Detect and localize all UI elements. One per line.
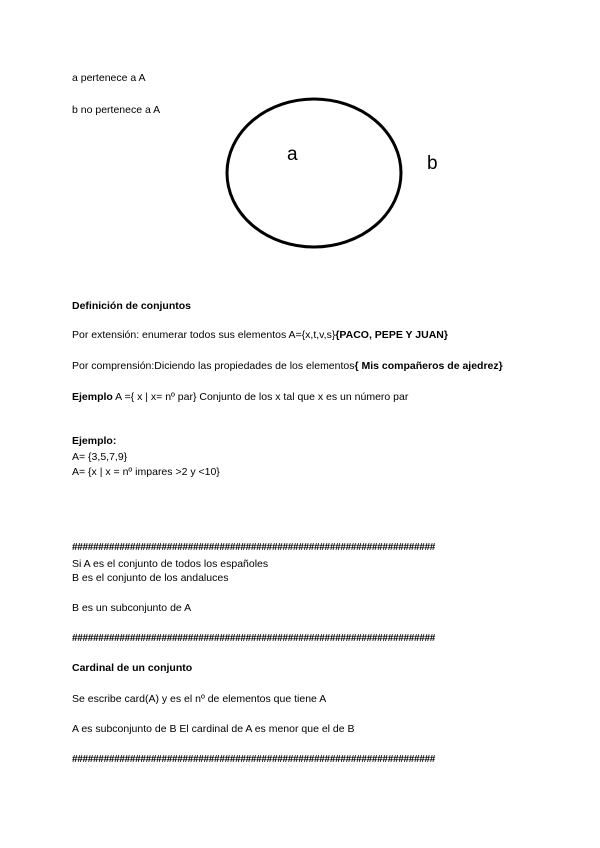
example2-line-2: A= {x | x = nº impares >2 y <10} [72, 466, 220, 478]
cardinal-line-2: A es subconjunto de B El cardinal de A es menor que el de B [72, 723, 355, 735]
definition-heading: Definición de conjuntos [72, 300, 192, 312]
example-text: A ={ x | x= nº par} Conjunto de los x tal que x es un número par [112, 391, 409, 403]
example-label: Ejemplo [72, 391, 113, 403]
set-a-ellipse [227, 99, 401, 247]
separator-3: ##################################################################### [72, 754, 436, 765]
element-b-label: b [427, 153, 438, 174]
extension-bold: {PACO, PEPE Y JUAN} [335, 329, 448, 341]
subset-line-3: B es un subconjunto de A [72, 602, 192, 614]
example2-line-1: A= {3,5,7,9} [72, 451, 128, 463]
subset-line-1: Si A es el conjunto de todos los españoles [72, 558, 269, 570]
comprehension-bold: { Mis compañeros de ajedrez} [354, 360, 503, 372]
cardinal-heading: Cardinal de un conjunto [72, 662, 193, 674]
venn-diagram [0, 0, 600, 300]
cardinal-line-1: Se escribe card(A) y es el nº de elementos que tiene A [72, 693, 327, 705]
element-a-label: a [287, 144, 298, 165]
comprehension-text: Por comprensión:Diciendo las propiedades de los elementos [72, 360, 355, 372]
separator-2: ##################################################################### [72, 633, 436, 644]
extension-text: Por extensión: enumerar todos sus elementos A={x,t,v,s} [72, 329, 336, 341]
separator-1: ##################################################################### [72, 542, 436, 553]
extension-line [72, 328, 448, 342]
example2-heading: Ejemplo: [72, 435, 117, 447]
intro-line-2: b no pertenece a A [72, 104, 161, 116]
example-line [72, 390, 408, 404]
comprehension-line [72, 359, 503, 373]
subset-line-2: B es el conjunto de los andaluces [72, 572, 229, 584]
intro-line-1: a pertenece a A [72, 72, 146, 84]
